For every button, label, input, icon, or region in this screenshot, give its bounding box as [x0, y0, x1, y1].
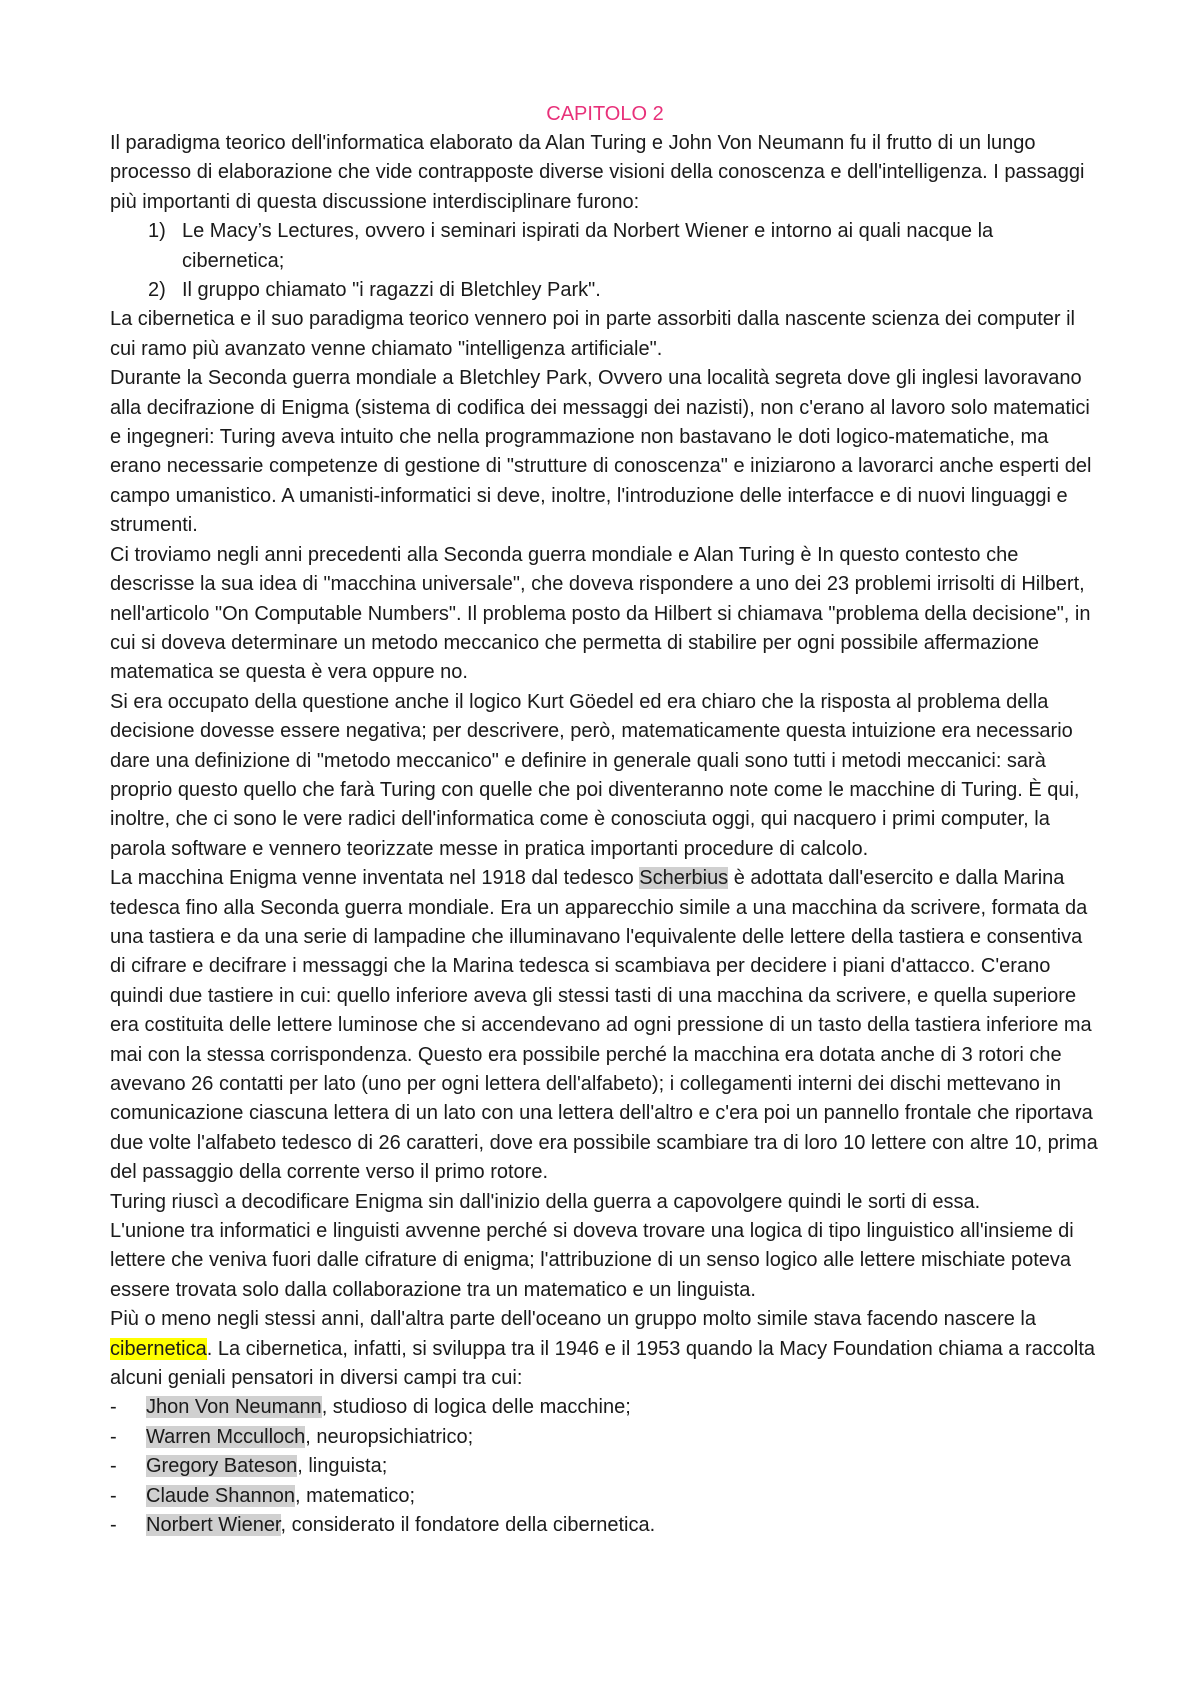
paragraph-goedel: Si era occupato della questione anche il logico Kurt Göedel ed era chiaro che la risposta al problema della decisione dovesse essere negativa; per descrivere, però, matematicamente questa intuizione era necessario dare una definizione di "metodo meccanico" e definire in generale quali sono tutti i metodi meccanici: sarà proprio questo quello che farà Turing con quelle che poi diventeranno note come le macchine di Turing. È qui, inoltre, che ci sono le vere radici dell'informatica come è conosciuta oggi, qui nacquero i primi computer, la parola software e vennero teorizzate messe in pratica importanti procedure di calcolo. — [110, 690, 1080, 860]
paragraph-universal-machine: Ci troviamo negli anni precedenti alla Seconda guerra mondiale e Alan Turing è In questo contesto che descrisse la sua idea di "macchina universale", che doveva rispondere a uno dei 23 problemi irrisolti di Hilbert, nell'articolo "On Computable Numbers". Il problema posto da Hilbert si chiamava "problema della decisione", in cui si doveva determinare un metodo meccanico che permetta di stabilire per ogni possibile affermazione matematica se questa è vera oppure no. — [110, 543, 1091, 684]
list-item — [110, 1423, 1100, 1452]
chapter-title: CAPITOLO 2 — [546, 103, 664, 125]
list-dash: - — [110, 1484, 117, 1507]
person-description: , studioso di logica delle macchine; — [321, 1396, 631, 1419]
list-dash: - — [110, 1425, 117, 1448]
list-dash: - — [110, 1514, 117, 1537]
person-description: , considerato il fondatore della cibernetica. — [280, 1514, 656, 1537]
document-page — [110, 100, 1100, 1541]
text-segment: Più o meno negli stessi anni, dall'altra parte dell'oceano un gruppo molto simile stava facendo nascere la — [110, 1308, 1036, 1331]
numbered-list-item — [110, 276, 1100, 305]
intro-paragraph: Il paradigma teorico dell'informatica elaborato da Alan Turing e John Von Neumann fu il frutto di un lungo processo di elaborazione che vide contrapposte diverse visioni della conoscenza e dell'intelligenza. I passaggi più importanti di questa discussione interdisciplinare furono: — [110, 132, 1085, 213]
list-item-text: Le Macy’s Lectures, ovvero i seminari ispirati da Norbert Wiener e intorno ai quali nacque la cibernetica; — [182, 220, 994, 272]
person-description: , matematico; — [295, 1484, 416, 1507]
list-item-text: Il gruppo chiamato "i ragazzi di Bletchley Park". — [182, 279, 601, 302]
text-segment: . La cibernetica, infatti, si sviluppa tra il 1946 e il 1953 quando la Macy Foundation chiama a raccolta alcuni geniali pensatori in diversi campi tra cui: — [110, 1337, 1096, 1390]
list-item — [110, 1511, 1100, 1540]
list-item — [110, 1452, 1100, 1481]
person-name: Gregory Bateson — [146, 1455, 298, 1478]
person-name: Norbert Wiener — [146, 1514, 281, 1537]
list-item — [110, 1482, 1100, 1511]
text-segment: è adottata dall'esercito e dalla Marina tedesca fino alla Seconda guerra mondiale. Era un apparecchio simile a una macchina da scrivere, formata da una tastiera e da una serie di lampadine che illuminavano l'equivalente delle lettere della tastiera e consentiva di cifrare e decifrare i messaggi che la Marina tedesca si scambiava per decidere i piani d'attacco. C'erano quindi due tastiere in cui: quello inferiore aveva gli stessi tasti di una macchina da scrivere, e quella superiore era costituita delle lettere luminose che si accendevano ad ogni pressione di un tasto della tastiera inferiore ma mai con la stessa corrispondenza. Questo era possibile perché la macchina era dotata anche di 3 rotori che avevano 26 contatti per lato (uno per ogni lettera dell'alfabeto); i collegamenti interni dei dischi mettevano in comunicazione ciascuna lettera di un lato con una lettera dell'altro e c'era poi un pannello frontale che riportava due volte l'alfabeto tedesco di 26 caratteri, dove era possibile scambiare tra di loro 10 lettere con altre 10, prima del passaggio della corrente verso il primo rotore. — [110, 867, 1098, 1184]
list-dash: - — [110, 1396, 117, 1419]
numbered-list — [110, 217, 1100, 305]
paragraph-linguists: L'unione tra informatici e linguisti avvenne perché si doveva trovare una logica di tipo linguistico all'insieme di lettere che veniva fuori dalle cifrature di enigma; l'attribuzione di un senso logico alle lettere mischiate poteva essere trovata solo dalla collaborazione tra un matematico e un linguista. — [110, 1220, 1074, 1301]
paragraph-bletchley-park: Durante la Seconda guerra mondiale a Bletchley Park, Ovvero una località segreta dove gli inglesi lavoravano alla decifrazione di Enigma (sistema di codifica dei messaggi dei nazisti), non c'erano al lavoro solo matematici e ingegneri: Turing aveva intuito che nella programmazione non bastavano le doti logico-matematiche, ma erano necessarie competenze di gestione di "strutture di conoscenza" e iniziarono a lavorarci anche esperti del campo umanistico. A umanisti-informatici si deve, inoltre, l'introduzione delle interfacce e di nuovi linguaggi e strumenti. — [110, 367, 1092, 537]
highlighted-text: Scherbius — [639, 867, 729, 890]
person-name: Warren Mcculloch — [146, 1425, 306, 1448]
numbered-list-item — [110, 217, 1100, 276]
list-number: 2) — [148, 279, 166, 302]
thinkers-list — [110, 1393, 1100, 1540]
highlighted-text: cibernetica — [110, 1337, 207, 1360]
paragraph-turing-decode: Turing riuscì a decodificare Enigma sin dall'inizio della guerra a capovolgere quindi le sorti di essa. — [110, 1190, 981, 1213]
person-description: , neuropsichiatrico; — [305, 1425, 474, 1448]
person-name: Claude Shannon — [146, 1484, 296, 1507]
text-segment: La macchina Enigma venne inventata nel 1918 dal tedesco — [110, 867, 640, 890]
list-item — [110, 1393, 1100, 1422]
paragraph-cybernetics-absorbed: La cibernetica e il suo paradigma teorico vennero poi in parte assorbiti dalla nascente scienza dei computer il cui ramo più avanzato venne chiamato "intelligenza artificiale". — [110, 308, 1075, 360]
paragraph-enigma-machine — [110, 864, 1100, 1187]
list-dash: - — [110, 1455, 117, 1478]
person-description: , linguista; — [297, 1455, 388, 1478]
list-number: 1) — [148, 220, 166, 243]
paragraph-cybernetics-origin — [110, 1305, 1100, 1393]
person-name: Jhon Von Neumann — [146, 1396, 322, 1419]
